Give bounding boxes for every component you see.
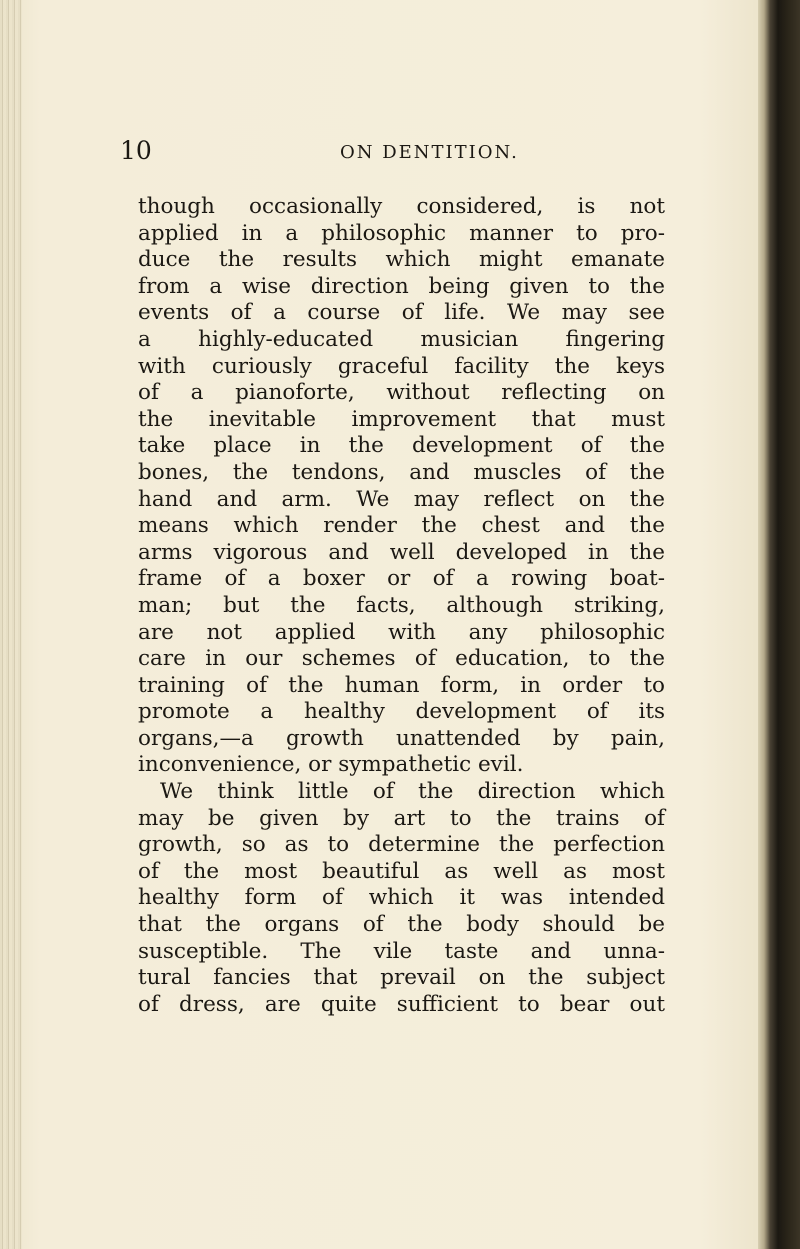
text-line: applied in a philosophic manner to pro- bbox=[138, 220, 665, 246]
text-line: are not applied with any philosophic bbox=[138, 619, 665, 645]
text-line: growth, so as to determine the perfection bbox=[138, 832, 665, 858]
text-line: tural fancies that prevail on the subject bbox=[138, 965, 665, 991]
text-line: bones, the tendons, and muscles of the bbox=[138, 459, 665, 485]
text-line: the inevitable improvement that must bbox=[138, 406, 665, 432]
page-left-edge bbox=[0, 0, 22, 1249]
text-line: duce the results which might emanate bbox=[138, 247, 665, 273]
text-line: susceptible. The vile taste and unna- bbox=[138, 938, 665, 964]
text-line: arms vigorous and well developed in the bbox=[138, 539, 665, 565]
text-line: healthy form of which it was intended bbox=[138, 885, 665, 911]
running-head-title: ON DENTITION. bbox=[340, 142, 519, 163]
text-line: of the most beautiful as well as most bbox=[138, 858, 665, 884]
text-line: events of a course of life. We may see bbox=[138, 300, 665, 326]
paragraph-start-line: We think little of the direction which bbox=[160, 779, 665, 805]
body-text bbox=[138, 194, 665, 1018]
page-number: 10 bbox=[120, 136, 152, 165]
text-line: man; but the facts, although striking, bbox=[138, 592, 665, 618]
text-line: of dress, are quite sufficient to bear out bbox=[138, 991, 665, 1017]
text-line: means which render the chest and the bbox=[138, 513, 665, 539]
text-line: hand and arm. We may reflect on the bbox=[138, 486, 665, 512]
text-line: care in our schemes of education, to the bbox=[138, 646, 665, 672]
text-line: that the organs of the body should be bbox=[138, 912, 665, 938]
text-line: with curiously graceful facility the keys bbox=[138, 353, 665, 379]
text-line: training of the human form, in order to bbox=[138, 672, 665, 698]
text-line: frame of a boxer or of a rowing boat- bbox=[138, 566, 665, 592]
text-line: of a pianoforte, without reflecting on bbox=[138, 380, 665, 406]
paragraph-end-line: inconvenience, or sympathetic evil. bbox=[138, 752, 524, 778]
running-head bbox=[120, 136, 680, 170]
book-binding-shadow bbox=[758, 0, 800, 1249]
text-line: promote a healthy development of its bbox=[138, 699, 665, 725]
text-line: organs,—a growth unattended by pain, bbox=[138, 725, 665, 751]
text-line: a highly-educated musician fingering bbox=[138, 326, 665, 352]
text-line: from a wise direction being given to the bbox=[138, 273, 665, 299]
text-line: though occasionally considered, is not bbox=[138, 194, 665, 219]
text-line: may be given by art to the trains of bbox=[138, 805, 665, 831]
text-line: take place in the development of the bbox=[138, 433, 665, 459]
